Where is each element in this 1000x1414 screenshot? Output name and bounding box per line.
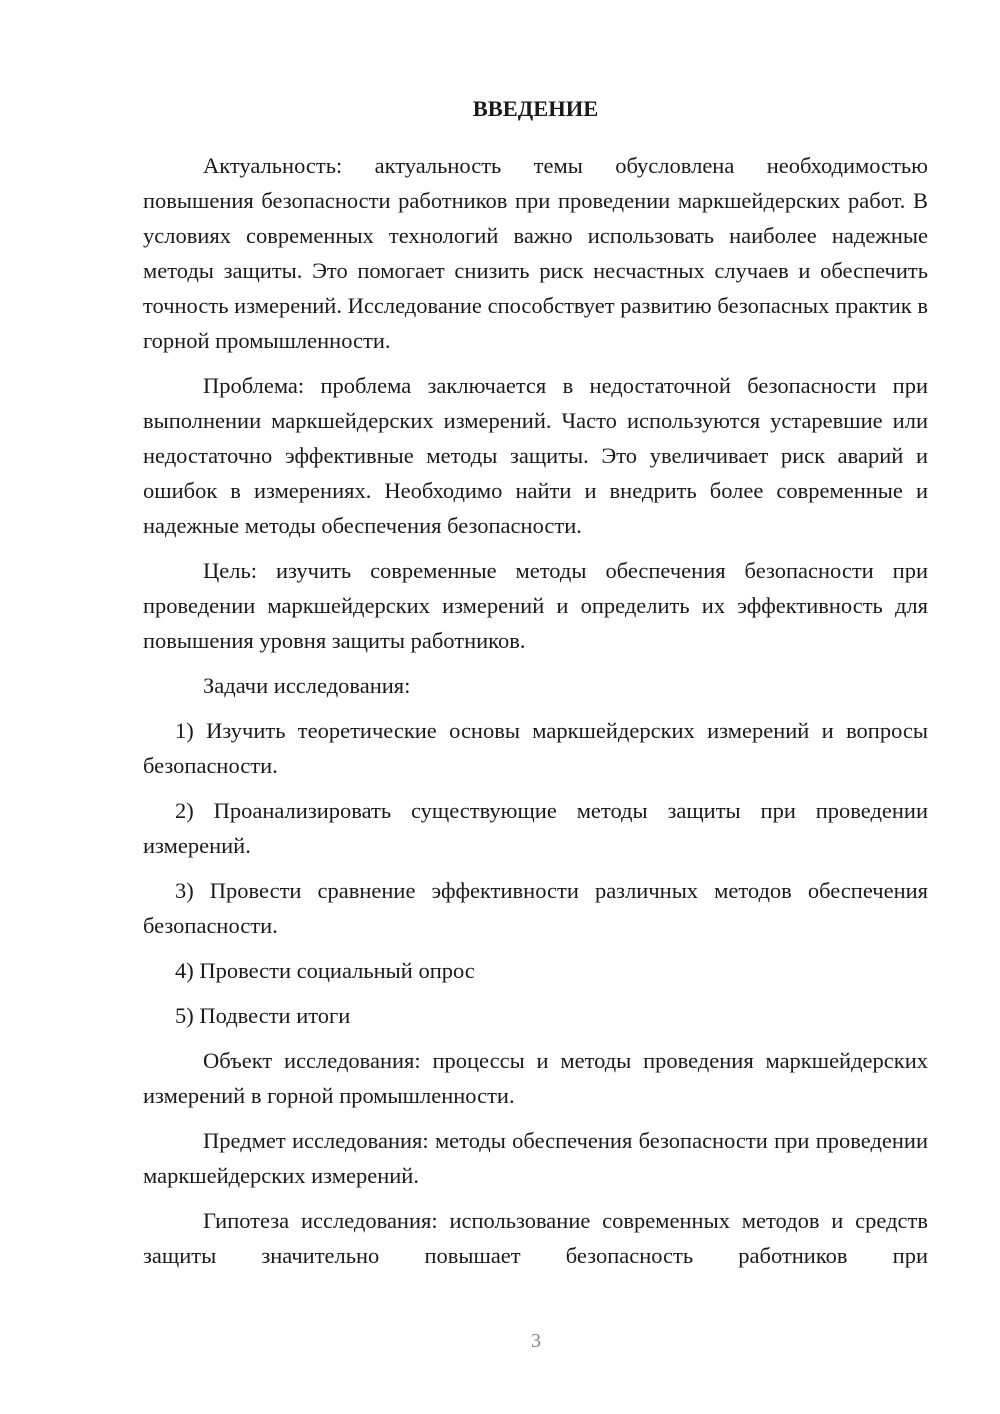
tasks-heading: Задачи исследования: (203, 673, 411, 698)
paragraph-relevance: Актуальность: актуальность темы обусловлена необходимостью повышения безопасности работников при проведении маркшейдерских работ. В условиях современных технологий важно использовать наиболее надежные методы защиты. Это помогает снизить риск несчастных случаев и обеспечить точность измерений. Исследование способствует развитию безопасных практик в горной промышленности. (143, 153, 928, 353)
document-page (143, 92, 928, 1283)
task-item-3: 3) Провести сравнение эффективности различных методов обеспечения безопасности. (143, 878, 928, 938)
paragraph-problem: Проблема: проблема заключается в недостаточной безопасности при выполнении маркшейдерских измерений. Часто используются устаревшие или недостаточно эффективные методы защиты. Это увеличивает риск аварий и ошибок в измерениях. Необходимо найти и внедрить более современные и надежные методы обеспечения безопасности. (143, 373, 928, 538)
paragraph-object: Объект исследования: процессы и методы проведения маркшейдерских измерений в горной промышленности. (143, 1048, 928, 1108)
paragraph-hypothesis: Гипотеза исследования: использование современных методов и средств защиты значительно повышает безопасность работников при (143, 1208, 928, 1268)
task-item-1: 1) Изучить теоретические основы маркшейдерских измерений и вопросы безопасности. (143, 718, 928, 778)
paragraph-subject: Предмет исследования: методы обеспечения безопасности при проведении маркшейдерских измерений. (143, 1128, 928, 1188)
page-number: 3 (531, 1330, 541, 1352)
task-item-4: 4) Провести социальный опрос (175, 958, 475, 983)
paragraph-goal: Цель: изучить современные методы обеспечения безопасности при проведении маркшейдерских измерений и определить их эффективность для повышения уровня защиты работников. (143, 558, 928, 653)
task-item-5: 5) Подвести итоги (175, 1003, 351, 1028)
task-item-2: 2) Проанализировать существующие методы защиты при проведении измерений. (143, 798, 928, 858)
section-title: ВВЕДЕНИЕ (472, 96, 599, 121)
